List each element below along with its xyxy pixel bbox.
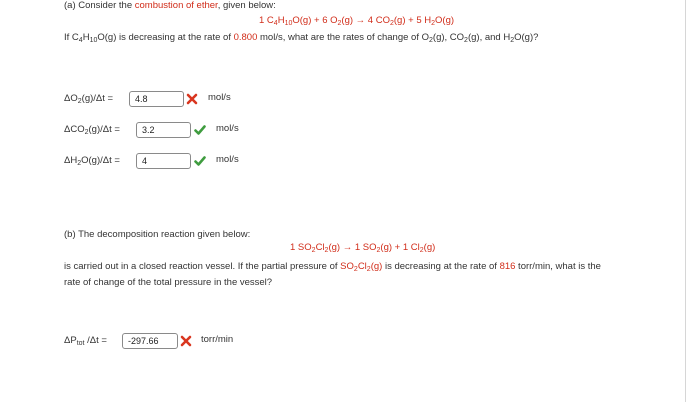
answer-input-co2[interactable]: 3.2 (136, 122, 191, 138)
unit-label: mol/s (216, 123, 239, 134)
part-a-equation: 1 $C_4H_{10}O(g) + 6$ $O_2(g) \to 4$ $CO_2(g) + 5$ $H_2O(g)$ (259, 15, 455, 27)
rate-value: 816 (499, 261, 516, 272)
answer-input-h2o[interactable]: 4 (136, 153, 191, 169)
unit-label: mol/s (208, 92, 231, 103)
answer-label-h2o: $\Delta H_2O(g)/\Delta t$ = (64, 155, 120, 167)
part-a-intro: (a) Consider the combustion of ether, given below: (64, 0, 276, 11)
answer-input-ptot[interactable]: -297.66 (122, 333, 178, 349)
cross-icon (186, 93, 198, 105)
answer-label-co2: $\Delta CO_2(g)/\Delta t$ = (64, 124, 120, 136)
check-icon (194, 155, 206, 167)
part-b-equation: 1 $SO_2Cl_2(g) \to 1$ $SO_2(g) + 1$ $Cl_2(g)$ (290, 242, 436, 254)
part-b-question-line2: rate of change of the total pressure in the vessel? (64, 277, 273, 288)
part-b-question-line1: is carried out in a closed reaction vessel. If the partial pressure of $SO_2Cl_2(g)$ is decreasing at the rate of 816 torr/min, what is the (64, 261, 601, 273)
answer-input-o2[interactable]: 4.8 (129, 91, 184, 107)
check-icon (194, 124, 206, 136)
part-b-intro: (b) The decomposition reaction given below: (64, 229, 251, 240)
rate-value: 0.800 (233, 32, 258, 43)
highlight-term: combustion of ether (134, 0, 218, 11)
unit-label: mol/s (216, 154, 239, 165)
highlight-species: $SO_2Cl_2(g)$ (340, 261, 383, 273)
cross-icon (180, 335, 192, 347)
part-a-question: If $C_4H_{10}O(g)$ is decreasing at the rate of 0.800 mol/s, what are the rates of change of $O_2(g)$, $CO_2(g)$, and $H_2O(g)$? (64, 32, 539, 44)
answer-label-o2: $\Delta O_2(g)/\Delta t$ = (64, 93, 114, 105)
unit-label: torr/min (201, 334, 234, 345)
answer-label-ptot: $\Delta P_{tot}$ /Δt = (64, 335, 107, 347)
